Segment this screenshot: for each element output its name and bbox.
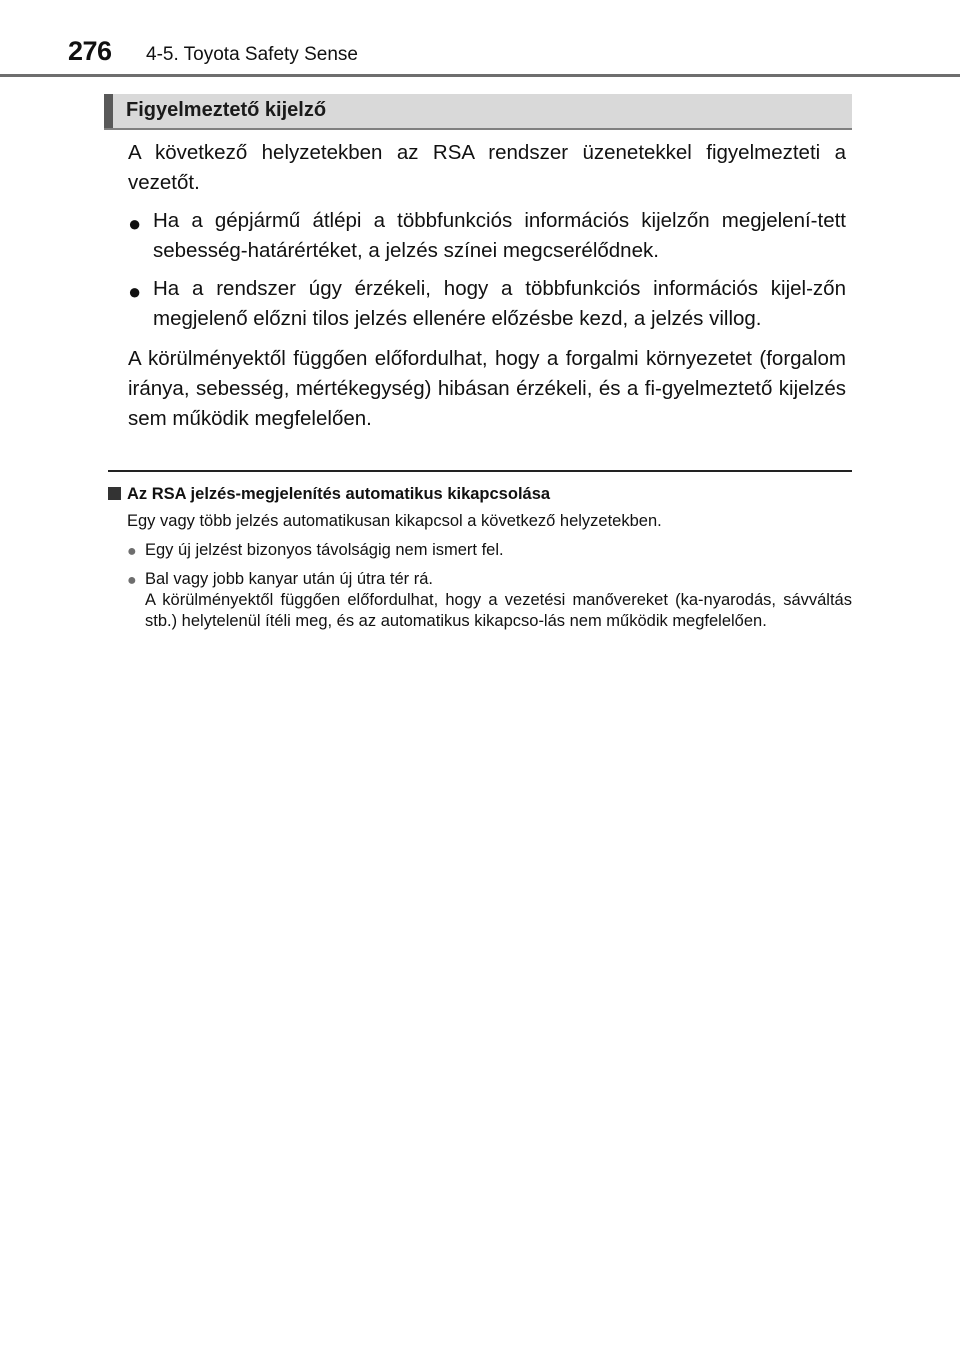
section-title: Figyelmeztető kijelző [126, 99, 327, 121]
section-title-bar [104, 94, 852, 130]
bullet-dot-icon: ● [128, 279, 142, 304]
note-body: Egy vagy több jelzés automatikusan kikapcsol a következő helyzetekben. [127, 512, 662, 530]
note-bullet-text: Egy új jelzést bizonyos távolságig nem ismert fel. [145, 541, 504, 559]
note-bullet-subtext: A körülményektől függően előfordulhat, hogy a vezetési manővereket (ka-nyarodás, sávváltás stb.) helytelenül ítéli meg, és az automatikus kikapcso-lás nem működik megfelelően. [145, 591, 852, 630]
page-header [0, 0, 960, 78]
square-bullet-icon [108, 487, 121, 500]
page-number: 276 [68, 36, 112, 66]
header-rule [0, 74, 960, 77]
main-bullet [128, 274, 846, 334]
section-name: 4-5. Toyota Safety Sense [146, 44, 358, 65]
main-bullet-text: Ha a rendszer úgy érzékeli, hogy a többfunkciós információs kijel-zőn megjelenő előzni tilos jelzés ellenére előzésbe kezd, a jelzés villog. [153, 277, 846, 330]
bullet-dot-icon: ● [127, 572, 137, 589]
main-content [128, 138, 846, 442]
intro-paragraph: A következő helyzetekben az RSA rendszer üzenetekkel figyelmezteti a vezetőt. [128, 141, 846, 194]
bullet-dot-icon: ● [128, 211, 142, 236]
note-bullet-text: Bal vagy jobb kanyar után új útra tér rá. [145, 570, 433, 588]
note-title-text: Az RSA jelzés-megjelenítés automatikus kikapcsolása [127, 485, 551, 503]
section-divider [108, 470, 852, 472]
main-bullet-text: Ha a gépjármű átlépi a többfunkciós információs kijelzőn megjelení-tett sebesség-határértéket, a jelzés színei megcserélődnek. [153, 209, 846, 262]
note-bullet [108, 569, 852, 632]
title-accent [104, 94, 113, 128]
note-title [108, 484, 852, 505]
note-bullet [108, 540, 852, 561]
closing-paragraph: A körülményektől függően előfordulhat, hogy a forgalmi környezetet (forgalom iránya, sebesség, mértékegység) hibásan érzékeli, és a fi-gyelmeztető kijelzés sem működik megfelelően. [128, 347, 846, 430]
bullet-dot-icon: ● [127, 543, 137, 560]
main-bullet [128, 206, 846, 266]
note-section [108, 484, 852, 640]
